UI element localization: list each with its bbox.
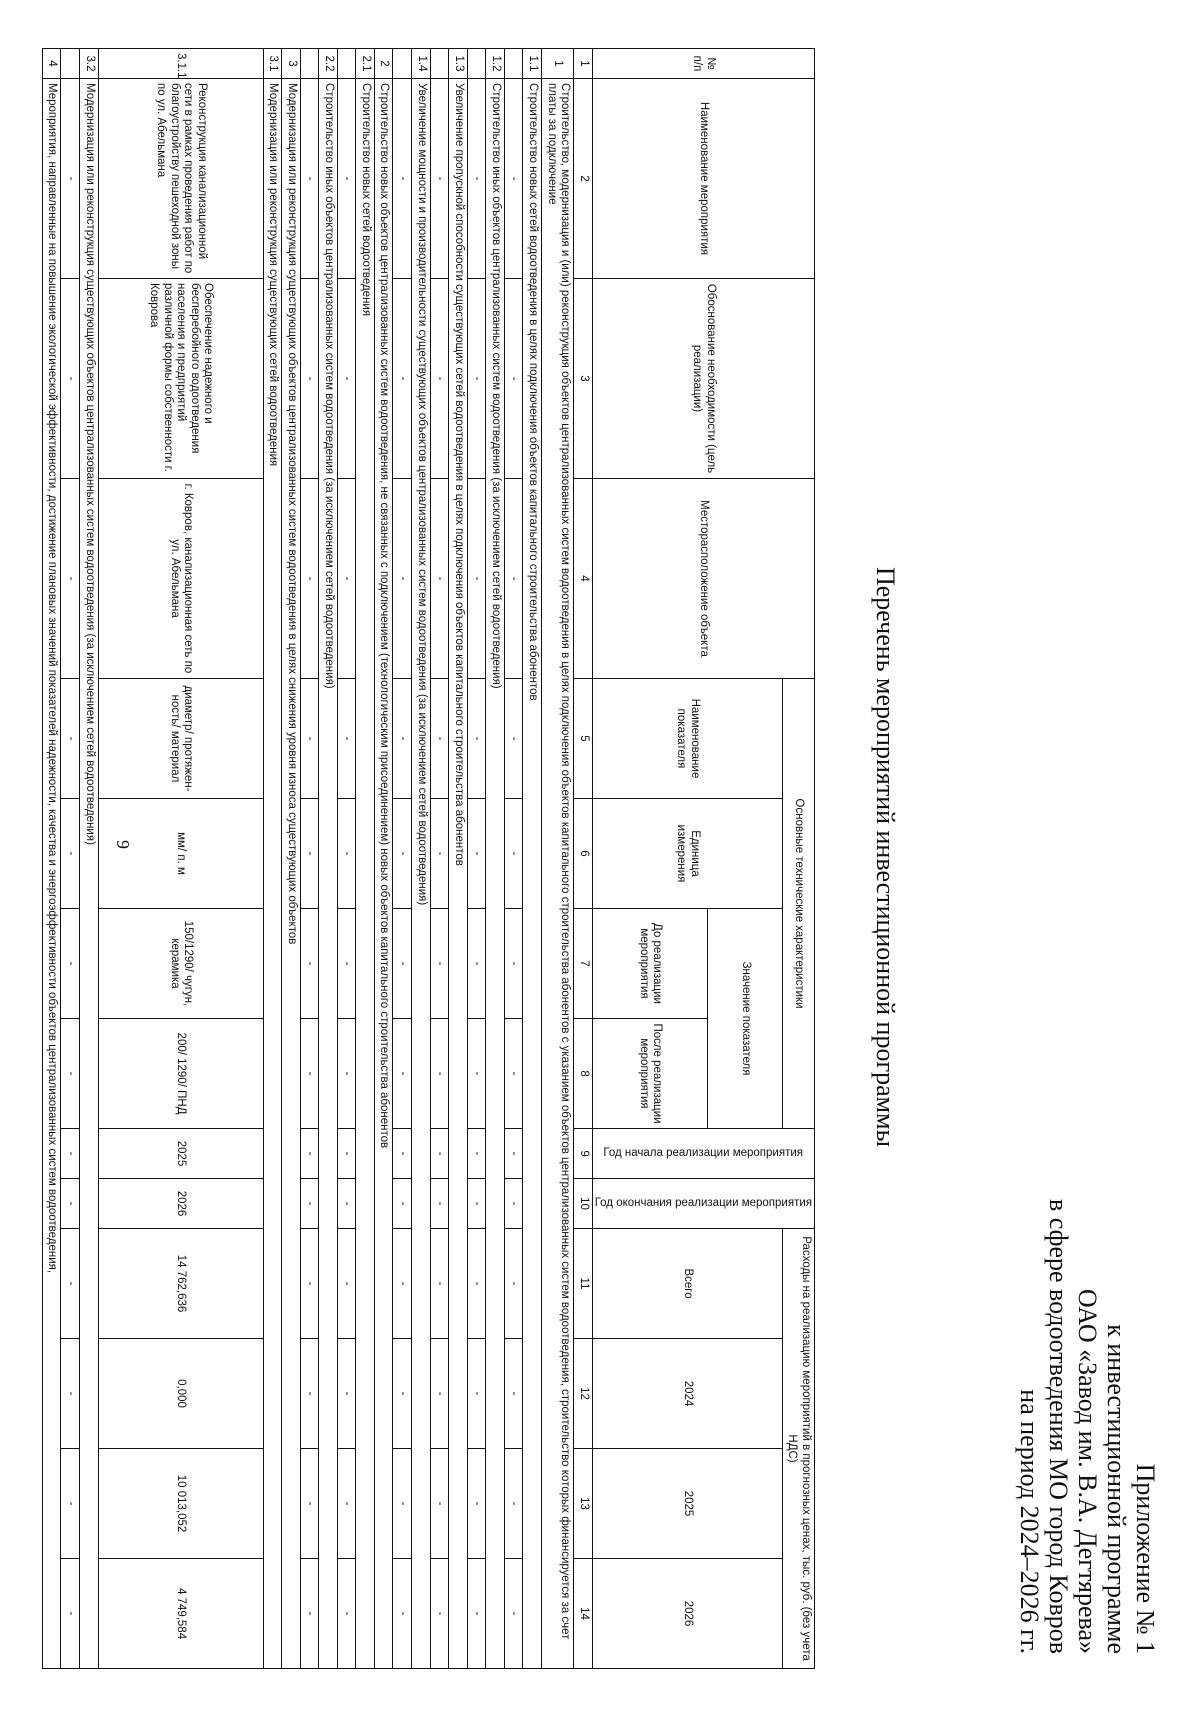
section-row xyxy=(523,49,542,1669)
column-number: 1 xyxy=(574,49,593,79)
dash-cell: - xyxy=(504,679,523,799)
item-indicator: диаметр/ протяжен-ность/ материал xyxy=(98,679,263,799)
section-number: 2.1 xyxy=(356,49,375,79)
dash-cell xyxy=(467,49,486,79)
dash-row xyxy=(430,49,449,1669)
dash-cell: - xyxy=(393,1339,412,1449)
dash-cell: - xyxy=(504,1179,523,1229)
document-title: Перечень мероприятий инвестиционной программы xyxy=(871,566,900,1148)
col-header-after: После реализации мероприятия xyxy=(592,1019,707,1129)
dash-cell: - xyxy=(393,909,412,1019)
section-title: Увеличение пропускной способности существующих сетей водоотведения в целях подключения объектов капитального строительства абонентов xyxy=(449,79,468,1669)
section-number: 1 xyxy=(542,49,574,79)
column-number: 14 xyxy=(574,1559,593,1669)
dash-cell: - xyxy=(504,1129,523,1179)
col-header-before: До реализации мероприятия xyxy=(592,909,707,1019)
section-title: Модернизация или реконструкция существующих объектов централизованных систем водоотведения (за исключением сетей водоотведения) xyxy=(80,79,99,1669)
dash-cell: - xyxy=(430,679,449,799)
dash-cell: - xyxy=(393,1559,412,1669)
dash-cell: - xyxy=(393,479,412,679)
section-row xyxy=(486,49,505,1669)
dash-cell: - xyxy=(61,1179,80,1229)
dash-cell: - xyxy=(393,1129,412,1179)
item-unit: мм/ п. м xyxy=(98,799,263,909)
dash-cell: - xyxy=(300,1019,319,1129)
dash-cell: - xyxy=(430,1179,449,1229)
column-number: 11 xyxy=(574,1229,593,1339)
dash-cell: - xyxy=(467,1179,486,1229)
dash-cell: - xyxy=(61,279,80,479)
dash-cell: - xyxy=(467,1229,486,1339)
dash-cell: - xyxy=(337,1179,356,1229)
dash-cell: - xyxy=(61,79,80,279)
page-number: 9 xyxy=(113,840,133,849)
dash-cell: - xyxy=(337,1559,356,1669)
dash-cell: - xyxy=(467,679,486,799)
dash-row xyxy=(467,49,486,1669)
col-header-2025: 2025 xyxy=(592,1449,782,1559)
col-header-end-year xyxy=(592,1179,814,1229)
dash-cell: - xyxy=(337,799,356,909)
section-title: Строительство иных объектов централизованных систем водоотведения (за исключением сетей водоотведения) xyxy=(319,79,338,1669)
dash-cell: - xyxy=(337,79,356,279)
dash-cell: - xyxy=(393,1019,412,1129)
dash-cell: - xyxy=(467,1449,486,1559)
section-number: 4 xyxy=(42,49,61,79)
col-header-start-year xyxy=(592,1129,814,1179)
col-header-costs: Расходы на реализацию мероприятий в прогнозных ценах, тыс. руб. (без учета НДС) xyxy=(782,1229,814,1669)
dash-cell: - xyxy=(504,1339,523,1449)
dash-cell xyxy=(393,49,412,79)
section-number: 2.2 xyxy=(319,49,338,79)
dash-cell: - xyxy=(300,1339,319,1449)
section-number: 1.2 xyxy=(486,49,505,79)
dash-cell: - xyxy=(467,1559,486,1669)
column-number: 7 xyxy=(574,909,593,1019)
column-number: 6 xyxy=(574,799,593,909)
dash-cell: - xyxy=(430,1559,449,1669)
col-header-justification: Обоснование необходимости (цель реализации) xyxy=(592,279,814,479)
dash-cell: - xyxy=(504,279,523,479)
dash-cell: - xyxy=(337,1019,356,1129)
dash-cell: - xyxy=(504,479,523,679)
section-number: 3.1 xyxy=(263,49,282,79)
dash-cell: - xyxy=(337,679,356,799)
dash-cell: - xyxy=(393,279,412,479)
dash-cell: - xyxy=(467,799,486,909)
dash-cell: - xyxy=(467,79,486,279)
item-number: 3.1.1 xyxy=(98,49,263,79)
start-year-label: Год начала реализации мероприятия xyxy=(603,1146,804,1159)
dash-cell: - xyxy=(393,1449,412,1559)
col-header-num: № п/п xyxy=(592,49,814,79)
section-title: Строительство иных объектов централизованных систем водоотведения (за исключением сетей водоотведения) xyxy=(486,79,505,1669)
column-number: 4 xyxy=(574,479,593,679)
item-row-3-1-1 xyxy=(98,49,263,1669)
dash-cell: - xyxy=(61,1559,80,1669)
appendix-line: в сфере водоотведения МО город Ковров xyxy=(1044,1198,1073,1654)
dash-cell xyxy=(430,49,449,79)
dash-cell xyxy=(61,49,80,79)
dash-cell: - xyxy=(504,1229,523,1339)
appendix-line: Приложение № 1 xyxy=(1131,1463,1160,1654)
dash-cell: - xyxy=(337,479,356,679)
dash-cell: - xyxy=(300,279,319,479)
dash-cell: - xyxy=(300,1129,319,1179)
dash-cell: - xyxy=(504,799,523,909)
dash-cell: - xyxy=(430,79,449,279)
dash-cell: - xyxy=(393,799,412,909)
dash-cell: - xyxy=(61,679,80,799)
col-header-unit: Единица измерения xyxy=(592,799,782,909)
section-row xyxy=(282,49,301,1669)
item-after: 200/ 1290/ ПНД xyxy=(98,1019,263,1129)
dash-cell: - xyxy=(61,1339,80,1449)
column-number: 2 xyxy=(574,79,593,279)
section-title: Модернизация или реконструкция существующих сетей водоотведения xyxy=(263,79,282,1669)
section-title: Мероприятия, направленные на повышение экологической эффективности, достижение плановых значений показателей надежности, качества и энергоэффективности объектов централизованных систем водоотведения, xyxy=(42,79,61,1669)
dash-cell: - xyxy=(337,1229,356,1339)
item-start-year: 2025 xyxy=(98,1129,263,1179)
dash-cell: - xyxy=(300,79,319,279)
dash-cell: - xyxy=(430,799,449,909)
col-header-indicator: Наименование показателя xyxy=(592,679,782,799)
dash-cell: - xyxy=(337,1339,356,1449)
section-row xyxy=(374,49,393,1669)
section-row xyxy=(263,49,282,1669)
section-row xyxy=(356,49,375,1669)
dash-cell xyxy=(504,49,523,79)
item-cost-2024: 0,000 xyxy=(98,1339,263,1449)
dash-cell: - xyxy=(393,1229,412,1339)
item-cost-2026: 4 749,584 xyxy=(98,1559,263,1669)
dash-cell: - xyxy=(337,1129,356,1179)
col-header-2024: 2024 xyxy=(592,1339,782,1449)
dash-cell: - xyxy=(467,1339,486,1449)
dash-cell: - xyxy=(300,909,319,1019)
dash-row xyxy=(337,49,356,1669)
section-row xyxy=(42,49,61,1669)
column-number: 13 xyxy=(574,1449,593,1559)
section-number: 3.2 xyxy=(80,49,99,79)
item-before: 150/1290/ чугун, керамика xyxy=(98,909,263,1019)
dash-cell: - xyxy=(504,1019,523,1129)
column-number: 10 xyxy=(574,1179,593,1229)
col-header-total: Всего xyxy=(592,1229,782,1339)
section-row xyxy=(412,49,431,1669)
dash-cell: - xyxy=(337,909,356,1019)
dash-cell: - xyxy=(504,1449,523,1559)
dash-cell: - xyxy=(467,479,486,679)
dash-cell: - xyxy=(61,479,80,679)
dash-cell: - xyxy=(430,909,449,1019)
item-total: 14 762,636 xyxy=(98,1229,263,1339)
item-end-year: 2026 xyxy=(98,1179,263,1229)
column-number-row xyxy=(574,49,593,1669)
dash-cell: - xyxy=(61,1449,80,1559)
dash-cell: - xyxy=(467,1129,486,1179)
dash-cell: - xyxy=(504,909,523,1019)
appendix-line: к инвестиционной программе xyxy=(1102,1324,1131,1654)
dash-cell: - xyxy=(430,1019,449,1129)
section-title: Увеличение мощности и производительности существующих объектов централизованных систем водоотведения (за исключением сетей водоотведения) xyxy=(412,79,431,1669)
investment-table xyxy=(42,48,815,1669)
dash-cell: - xyxy=(337,279,356,479)
dash-cell: - xyxy=(504,79,523,279)
column-number: 8 xyxy=(574,1019,593,1129)
dash-cell: - xyxy=(61,1129,80,1179)
dash-cell: - xyxy=(61,1019,80,1129)
dash-cell xyxy=(337,49,356,79)
col-header-name: Наименование мероприятия xyxy=(592,79,814,279)
section-row xyxy=(319,49,338,1669)
section-title: Строительство новых сетей водоотведения в целях подключения объектов капитального строительства абонентов xyxy=(523,79,542,1669)
dash-cell: - xyxy=(300,1559,319,1669)
dash-cell: - xyxy=(393,1179,412,1229)
dash-cell: - xyxy=(300,1179,319,1229)
col-header-values: Значение показателя xyxy=(707,909,782,1129)
dash-row xyxy=(61,49,80,1669)
item-cost-2025: 10 013,052 xyxy=(98,1449,263,1559)
dash-cell: - xyxy=(300,1229,319,1339)
dash-cell: - xyxy=(61,909,80,1019)
dash-cell: - xyxy=(430,1129,449,1179)
section-number: 1.4 xyxy=(412,49,431,79)
col-header-2026: 2026 xyxy=(592,1559,782,1669)
dash-cell: - xyxy=(337,1449,356,1559)
end-year-label: Год окончания реализации мероприятия xyxy=(594,1196,812,1209)
section-title: Строительство новых объектов централизованных систем водоотведения, не связанных с подключением (технологическим присоединением) новых объектов капитального строительства абонентов xyxy=(374,79,393,1669)
dash-cell: - xyxy=(300,799,319,909)
dash-cell: - xyxy=(430,479,449,679)
dash-cell: - xyxy=(300,479,319,679)
header-row xyxy=(782,49,814,1669)
column-number: 3 xyxy=(574,279,593,479)
dash-row xyxy=(300,49,319,1669)
section-title: Строительство, модернизация и (или) реконструкция объектов централизованных систем водоотведения в целях подключения объектов капитального строительства абонентов с указанием объектов централизованных систем водоотведения, строительство которых финансируется за счет платы за подключение xyxy=(542,79,574,1669)
section-row xyxy=(542,49,574,1669)
dash-cell: - xyxy=(504,1559,523,1669)
dash-cell: - xyxy=(430,1229,449,1339)
dash-cell: - xyxy=(61,799,80,909)
appendix-line: ОАО «Завод им. В.А. Дегтярева» xyxy=(1073,1288,1102,1654)
dash-cell: - xyxy=(393,79,412,279)
section-row xyxy=(449,49,468,1669)
section-row xyxy=(80,49,99,1669)
column-number: 9 xyxy=(574,1129,593,1179)
appendix-header xyxy=(1015,754,1160,1654)
dash-cell: - xyxy=(467,1019,486,1129)
appendix-line: на период 2024–2026 гг. xyxy=(1015,1389,1044,1654)
dash-cell: - xyxy=(393,679,412,799)
col-header-location: Месторасположение объекта xyxy=(592,479,814,679)
col-header-tech: Основные технические характеристики xyxy=(782,679,814,1129)
dash-cell: - xyxy=(430,1449,449,1559)
section-number: 1.3 xyxy=(449,49,468,79)
dash-cell: - xyxy=(430,1339,449,1449)
dash-cell: - xyxy=(300,679,319,799)
dash-cell: - xyxy=(467,279,486,479)
dash-cell: - xyxy=(61,1229,80,1339)
item-name: Реконструкция канализационной сети в рамках проведения работ по благоустройству пешеходной зоны по ул. Абельмана xyxy=(98,79,263,279)
dash-cell: - xyxy=(300,1449,319,1559)
dash-row xyxy=(504,49,523,1669)
section-number: 2 xyxy=(374,49,393,79)
section-number: 3 xyxy=(282,49,301,79)
column-number: 5 xyxy=(574,679,593,799)
section-title: Строительство новых сетей водоотведения xyxy=(356,79,375,1669)
dash-cell: - xyxy=(430,279,449,479)
item-location: г. Ковров, канализационная сеть по ул. Абельмана xyxy=(98,479,263,679)
item-justification: Обеспечение надежного и бесперебойного водоотведения населения и предприятий различной формы собственности г. Коврова xyxy=(98,279,263,479)
dash-cell: - xyxy=(467,909,486,1019)
section-number: 1.1 xyxy=(523,49,542,79)
dash-cell xyxy=(300,49,319,79)
column-number: 12 xyxy=(574,1339,593,1449)
dash-row xyxy=(393,49,412,1669)
section-title: Модернизация или реконструкция существующих объектов централизованных систем водоотведения в целях снижения уровня износа существующих объектов xyxy=(282,79,301,1669)
